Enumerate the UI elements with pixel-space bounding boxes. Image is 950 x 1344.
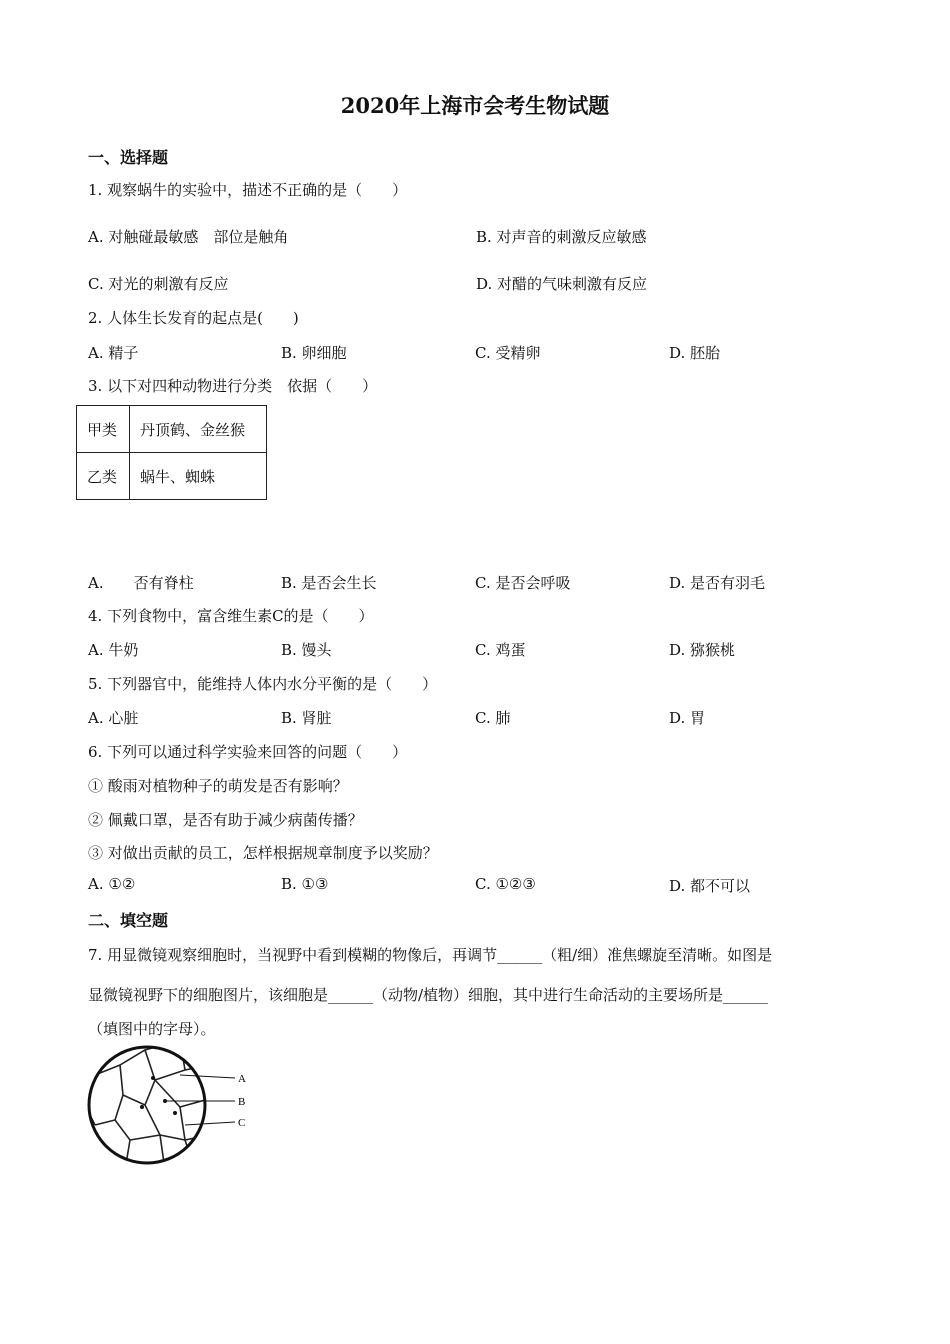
table-cell-value: 丹顶鹤、金丝猴: [130, 406, 267, 453]
question-6-item-3: ③ 对做出贡献的员工，怎样根据规章制度予以奖励？: [88, 844, 438, 862]
question-6-option-c: C. ①②③: [475, 875, 536, 893]
question-6-option-a: A. ①②: [88, 875, 136, 893]
question-1-option-d: D. 对醋的气味刺激有反应: [476, 275, 648, 293]
pointer-line-c: [185, 1122, 235, 1125]
table-cell-value: 蜗牛、蜘蛛: [130, 453, 267, 500]
table-row: [77, 406, 267, 453]
section-heading-fill: 二、填空题: [88, 911, 169, 930]
question-7-line-2: 显微镜视野下的细胞图片，该细胞是______（动物/植物）细胞，其中进行生命活动的主要场所是______: [88, 986, 769, 1004]
question-1-option-a: A. 对触碰最敏感 部位是触角: [88, 228, 289, 246]
question-6-item-1: ① 酸雨对植物种子的萌发是否有影响？: [88, 777, 348, 795]
question-2-option-a: A. 精子: [88, 344, 139, 362]
question-5-stem: 5. 下列器官中，能维持人体内水分平衡的是（ ）: [88, 675, 438, 693]
nucleus-dot: [173, 1111, 177, 1115]
question-3-option-b: B. 是否会生长: [281, 574, 377, 592]
question-5-option-c: C. 肺: [475, 709, 511, 727]
question-5-option-a: A. 心脏: [88, 709, 139, 727]
question-4-stem: 4. 下列食物中，富含维生素C的是（ ）: [88, 607, 374, 625]
question-4-option-d: D. 猕猴桃: [669, 641, 736, 659]
question-2-stem: 2. 人体生长发育的起点是( ): [88, 309, 299, 327]
question-2-option-d: D. 胚胎: [669, 344, 721, 362]
question-5-option-d: D. 胃: [669, 709, 706, 727]
question-6-stem: 6. 下列可以通过科学实验来回答的问题（ ）: [88, 743, 408, 761]
figure-label-b: B: [238, 1096, 246, 1108]
question-3-stem: 3. 以下对四种动物进行分类 依据（ ）: [88, 377, 378, 395]
question-1-option-b: B. 对声音的刺激反应敏感: [476, 228, 647, 246]
question-4-option-a: A. 牛奶: [88, 641, 139, 659]
onion-cells-drawing: [85, 1045, 210, 1170]
question-3-option-d: D. 是否有羽毛: [669, 574, 766, 592]
section-heading-choice: 一、选择题: [88, 148, 169, 167]
table-cell-label: 乙类: [77, 453, 130, 500]
table-row: [77, 453, 267, 500]
question-6-option-b: B. ①③: [281, 875, 329, 893]
question-2-option-c: C. 受精卵: [475, 344, 541, 362]
question-3-option-c: C. 是否会呼吸: [475, 574, 571, 592]
page-title: 2020年上海市会考生物试题: [340, 93, 610, 118]
question-2-option-b: B. 卵细胞: [281, 344, 347, 362]
question-7-line-3: （填图中的字母）。: [88, 1020, 216, 1038]
figure-label-c: C: [238, 1117, 246, 1129]
question-5-option-b: B. 肾脏: [281, 709, 332, 727]
question-6-item-2: ② 佩戴口罩，是否有助于减少病菌传播？: [88, 811, 363, 829]
question-1-option-c: C. 对光的刺激有反应: [88, 275, 229, 293]
nucleus-dot: [151, 1076, 155, 1080]
question-7-line-1: 7. 用显微镜观察细胞时，当视野中看到模糊的物像后，再调节______（粗/细）准焦螺旋至清晰。如图是: [88, 946, 773, 964]
question-4-option-c: C. 鸡蛋: [475, 641, 526, 659]
question-6-option-d: D. 都不可以: [669, 877, 751, 895]
cell-microscope-figure: [85, 1045, 260, 1170]
question-3-option-a: A. 否有脊柱: [88, 574, 194, 592]
question-1-stem: 1. 观察蜗牛的实验中，描述不正确的是（ ）: [88, 181, 408, 199]
nucleus-dot: [140, 1105, 144, 1109]
pointer-line-a: [180, 1075, 235, 1078]
table-cell-label: 甲类: [77, 406, 130, 453]
classification-table: [76, 405, 267, 500]
question-4-option-b: B. 馒头: [281, 641, 332, 659]
figure-label-a: A: [238, 1073, 246, 1085]
